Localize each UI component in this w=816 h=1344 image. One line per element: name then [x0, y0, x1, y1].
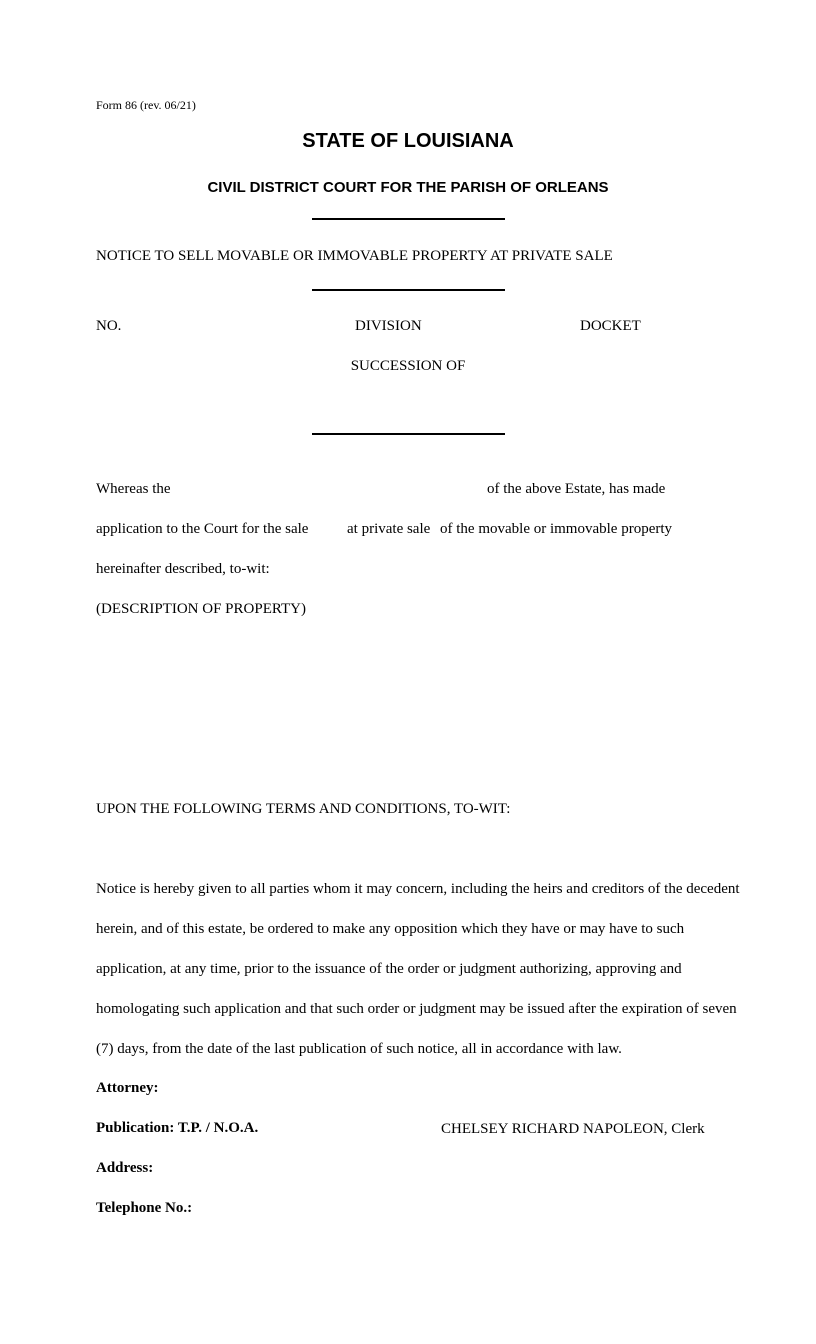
property-description-label: (DESCRIPTION OF PROPERTY)	[96, 601, 306, 617]
clerk-name: CHELSEY RICHARD NAPOLEON, Clerk	[441, 1121, 705, 1137]
notice-paragraph-line: herein, and of this estate, be ordered to make any opposition which they have or may have to such	[96, 921, 685, 937]
division-label: DIVISION	[355, 318, 422, 334]
signature-line	[312, 433, 505, 435]
notice-paragraph-line: Notice is hereby given to all parties whom it may concern, including the heirs and creditors of the decedent	[96, 881, 740, 897]
notice-paragraph-line: application, at any time, prior to the issuance of the order or judgment authorizing, approving and	[96, 961, 682, 977]
telephone-label: Telephone No.:	[96, 1200, 193, 1216]
application-suffix: of the movable or immovable property	[440, 521, 673, 537]
notice-paragraph-line: homologating such application and that such order or judgment may be issued after the expiration of seven	[96, 1001, 737, 1017]
notice-paragraph-line: (7) days, from the date of the last publication of such notice, all in accordance with law.	[96, 1041, 622, 1057]
form-identifier: Form 86 (rev. 06/21)	[96, 98, 196, 112]
state-title: STATE OF LOUISIANA	[302, 130, 514, 152]
terms-label: UPON THE FOLLOWING TERMS AND CONDITIONS, TO-WIT:	[96, 801, 511, 817]
court-title: CIVIL DISTRICT COURT FOR THE PARISH OF ORLEANS	[207, 179, 609, 196]
case-number-label: NO.	[96, 318, 122, 334]
hereinafter-text: hereinafter described, to-wit:	[96, 561, 270, 577]
document-title: NOTICE TO SELL MOVABLE OR IMMOVABLE PROPERTY AT PRIVATE SALE	[96, 248, 613, 264]
divider-rule	[312, 289, 505, 291]
succession-label: SUCCESSION OF	[350, 358, 466, 374]
whereas-prefix: Whereas the	[96, 481, 171, 497]
docket-label: DOCKET	[580, 318, 641, 334]
address-label: Address:	[96, 1160, 154, 1176]
attorney-label: Attorney:	[96, 1080, 159, 1096]
publication-label: Publication: T.P. / N.O.A.	[96, 1120, 259, 1136]
application-sale-type: at private sale	[347, 521, 431, 537]
whereas-suffix: of the above Estate, has made	[487, 481, 666, 497]
application-prefix: application to the Court for the sale	[96, 521, 309, 537]
divider-rule	[312, 218, 505, 220]
